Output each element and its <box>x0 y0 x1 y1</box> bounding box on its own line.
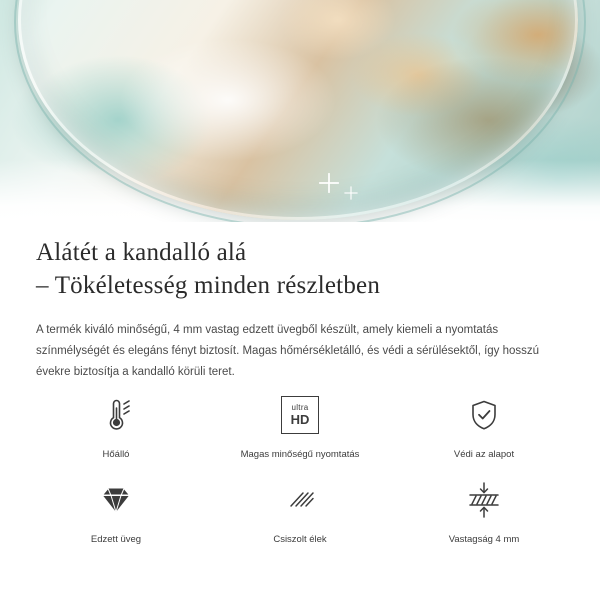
feature-label: Edzett üveg <box>90 534 142 545</box>
badge-top-text: ultra <box>291 403 309 412</box>
feature-label: Hőálló <box>102 449 130 460</box>
thickness-arrows-icon <box>462 477 506 523</box>
product-description: A termék kiváló minőségű, 4 mm vastag edzett üvegből készült, amely kiemeli a nyomtatás színmélységét és elegáns fényt biztosít. Magas hőmérsékletálló, és védi a sérülésektől, így hosszú évekre biztosítja a kandalló körüli teret. <box>36 324 540 378</box>
feature-heat-resistant <box>24 392 208 461</box>
feature-label: Védi az alapot <box>453 449 515 460</box>
thermometer-icon <box>96 392 136 438</box>
feature-polished-edges <box>208 477 392 546</box>
hero-product-image <box>0 0 600 222</box>
feature-thickness <box>392 477 576 546</box>
feature-tempered-glass <box>24 477 208 546</box>
shield-check-icon <box>464 392 504 438</box>
headline-line-1: Alátét a kandalló alá <box>36 239 247 266</box>
diamond-icon <box>95 477 137 523</box>
feature-label: Vastagság 4 mm <box>448 534 520 545</box>
feature-label: Csiszolt élek <box>273 534 327 545</box>
polished-edges-icon <box>279 477 321 523</box>
page-title <box>0 222 600 302</box>
text-content <box>0 222 600 383</box>
feature-grid <box>0 392 600 546</box>
headline-line-2: – Tökéletesség minden részletben <box>36 272 381 299</box>
feature-label: Magas minőségű nyomtatás <box>240 449 360 460</box>
ultra-hd-badge-icon <box>281 392 319 438</box>
feature-print-quality <box>208 392 392 461</box>
feature-protects-surface <box>392 392 576 461</box>
badge-bottom-text: HD <box>290 412 310 427</box>
